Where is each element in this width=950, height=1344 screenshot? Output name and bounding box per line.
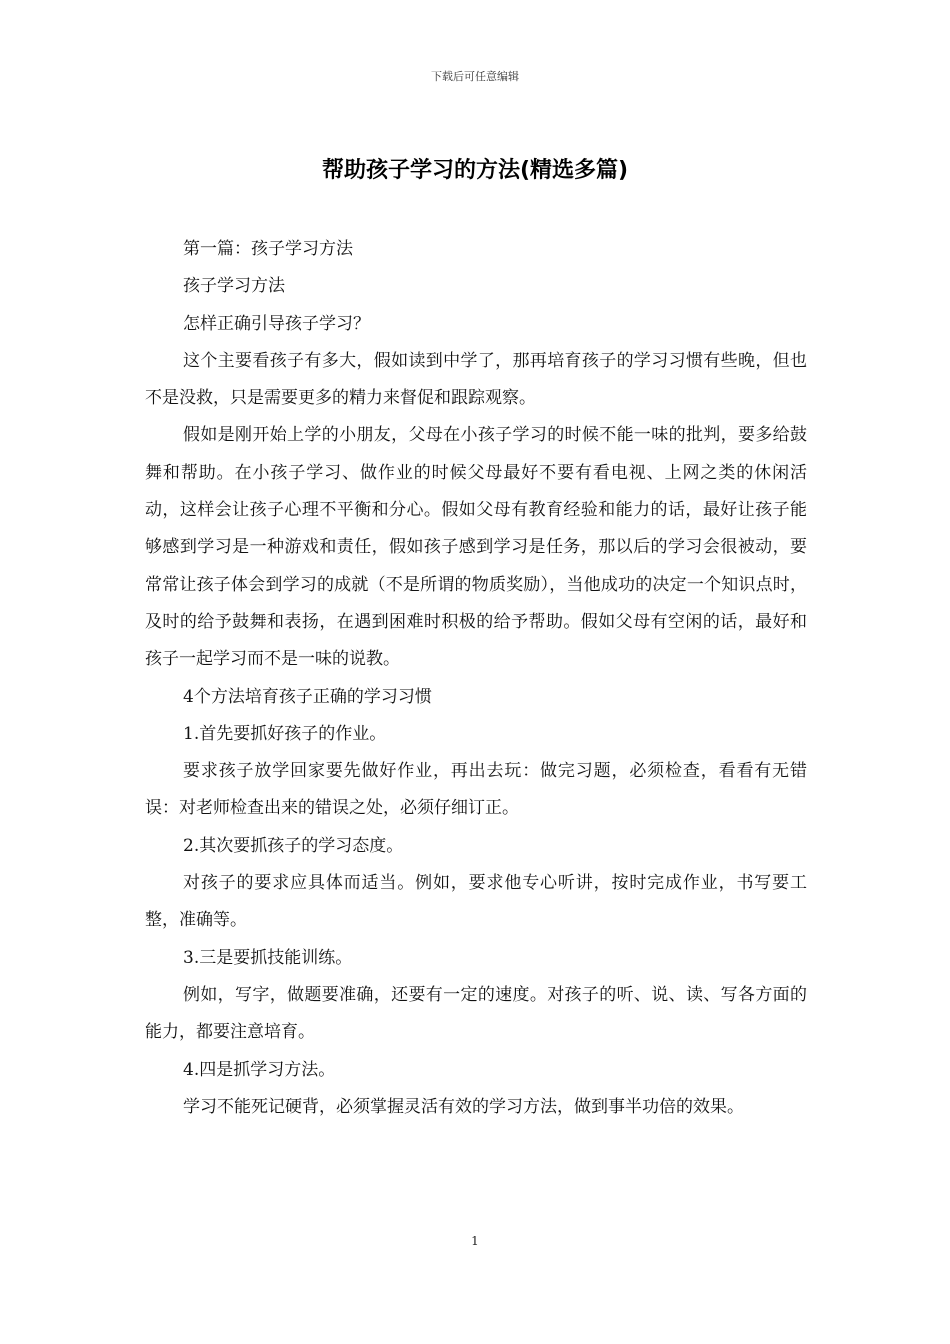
paragraph-method-4-body: 学习不能死记硬背，必须掌握灵活有效的学习方法，做到事半功倍的效果。 bbox=[183, 1096, 744, 1117]
paragraph-method-1-body: 要求孩子放学回家要先做好作业，再出去玩：做完习题，必须检查，看看有无错误：对老师检查出来的错误之处，必须仔细订正。 bbox=[145, 761, 807, 819]
paragraph-method-3-body: 例如，写字，做题要准确，还要有一定的速度。对孩子的听、说、读、写各方面的能力，都要注意培育。 bbox=[145, 984, 807, 1043]
document-body bbox=[145, 231, 807, 1126]
paragraph-section-heading: 第一篇：孩子学习方法 bbox=[183, 239, 353, 259]
paragraph-question: 怎样正确引导孩子学习？ bbox=[183, 313, 370, 334]
paragraph-methods-heading: 4个方法培育孩子正确的学习习惯 bbox=[183, 686, 432, 707]
page-number: 1 bbox=[471, 1234, 479, 1248]
paragraph-method-1-heading: 1.首先要抓好孩子的作业。 bbox=[183, 723, 387, 744]
paragraph-method-4-heading: 4.四是抓学习方法。 bbox=[183, 1059, 336, 1080]
paragraph-method-2-body: 对孩子的要求应具体而适当。例如，要求他专心听讲，按时完成作业，书写要工整，准确等。 bbox=[145, 873, 807, 931]
paragraph-answer-1: 这个主要看孩子有多大，假如读到中学了，那再培育孩子的学习习惯有些晚，但也不是没救，只是需要更多的精力来督促和跟踪观察。 bbox=[145, 350, 807, 409]
paragraph-method-2-heading: 2.其次要抓孩子的学习态度。 bbox=[183, 835, 404, 856]
paragraph-method-3-heading: 3.三是要抓技能训练。 bbox=[183, 947, 353, 968]
header-note: 下载后可任意编辑 bbox=[431, 70, 519, 83]
paragraph-answer-2: 假如是刚开始上学的小朋友，父母在小孩子学习的时候不能一味的批判，要多给鼓舞和帮助。在小孩子学习、做作业的时候父母最好不要有看电视、上网之类的休闲活动，这样会让孩子心理不平衡和分心。假如父母有教育经验和能力的话，最好让孩子能够感到学习是一种游戏和责任，假如孩子感到学习是任务，那以后的学习会很被动，要常常让孩子体会到学习的成就（不是所谓的物质奖励），当他成功的决定一个知识点时，及时的给予鼓舞和表扬，在遇到困难时积极的给予帮助。假如父母有空闲的话，最好和孩子一起学习而不是一味的说教。 bbox=[145, 425, 807, 670]
document-title: 帮助孩子学习的方法(精选多篇) bbox=[321, 158, 629, 183]
paragraph-subtitle: 孩子学习方法 bbox=[183, 276, 285, 297]
